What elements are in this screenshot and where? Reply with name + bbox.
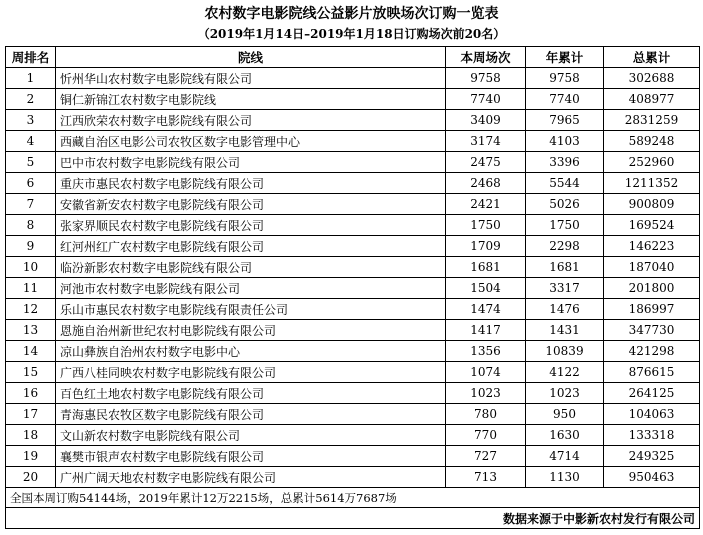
theater-cell: 河池市农村数字电影院线有限公司 [56,278,446,299]
theater-cell: 乐山市惠民农村数字电影院线有限责任公司 [56,299,446,320]
weekly-cell: 1474 [446,299,526,320]
table-row [6,362,700,383]
rank-cell: 20 [6,467,56,488]
yearly-cell: 7740 [526,89,604,110]
yearly-cell: 5544 [526,173,604,194]
table-row [6,425,700,446]
total-cell: 133318 [604,425,700,446]
total-cell: 408977 [604,89,700,110]
yearly-cell: 950 [526,404,604,425]
header-theater: 院线 [56,47,446,68]
total-cell: 876615 [604,362,700,383]
theater-cell: 襄樊市银声农村数字电影院线有限公司 [56,446,446,467]
weekly-cell: 2475 [446,152,526,173]
table-row [6,215,700,236]
theater-cell: 重庆市惠民农村数字电影院线有限公司 [56,173,446,194]
rank-cell: 15 [6,362,56,383]
page-title: 农村数字电影院线公益影片放映场次订购一览表 [204,6,499,22]
total-cell: 201800 [604,278,700,299]
rank-cell: 9 [6,236,56,257]
table-row [6,173,700,194]
table-row [6,68,700,89]
rank-cell: 4 [6,131,56,152]
theater-cell: 恩施自治州新世纪农村电影院线有限公司 [56,320,446,341]
weekly-cell: 7740 [446,89,526,110]
header-total: 总累计 [604,47,700,68]
total-cell: 950463 [604,467,700,488]
weekly-cell: 770 [446,425,526,446]
table-header-row [6,47,700,68]
table-row [6,131,700,152]
total-cell: 104063 [604,404,700,425]
table-body [6,68,700,488]
rank-cell: 18 [6,425,56,446]
yearly-cell: 3396 [526,152,604,173]
total-cell: 900809 [604,194,700,215]
total-cell: 264125 [604,383,700,404]
yearly-cell: 4103 [526,131,604,152]
header-rank: 周排名 [6,47,56,68]
theater-cell: 巴中市农村数字电影院线有限公司 [56,152,446,173]
weekly-cell: 2468 [446,173,526,194]
page-subtitle: （2019年1月14日–2019年1月18日订购场次前20名） [197,27,506,41]
theater-cell: 广州广阔天地农村数字电影院线有限公司 [56,467,446,488]
yearly-cell: 1476 [526,299,604,320]
theater-cell: 临汾新影农村数字电影院线有限公司 [56,257,446,278]
rank-cell: 3 [6,110,56,131]
table-row [6,194,700,215]
total-cell: 347730 [604,320,700,341]
total-cell: 589248 [604,131,700,152]
yearly-cell: 1023 [526,383,604,404]
summary-note: 全国本周订购54144场，2019年累计12万2215场，总累计5614万7687场 [6,488,700,508]
total-cell: 146223 [604,236,700,257]
weekly-cell: 713 [446,467,526,488]
theater-cell: 百色红土地农村数字电影院线有限公司 [56,383,446,404]
weekly-cell: 1504 [446,278,526,299]
total-cell: 421298 [604,341,700,362]
rank-cell: 19 [6,446,56,467]
table-row [6,446,700,467]
rank-cell: 11 [6,278,56,299]
weekly-cell: 1023 [446,383,526,404]
table-row [6,404,700,425]
theater-cell: 凉山彝族自治州农村数字电影中心 [56,341,446,362]
weekly-cell: 1417 [446,320,526,341]
total-cell: 187040 [604,257,700,278]
weekly-cell: 1356 [446,341,526,362]
yearly-cell: 1630 [526,425,604,446]
yearly-cell: 2298 [526,236,604,257]
yearly-cell: 3317 [526,278,604,299]
data-source: 数据来源于中影新农村发行有限公司 [6,508,700,529]
table-row [6,152,700,173]
yearly-cell: 4122 [526,362,604,383]
weekly-cell: 2421 [446,194,526,215]
header-weekly: 本周场次 [446,47,526,68]
total-cell: 249325 [604,446,700,467]
yearly-cell: 1431 [526,320,604,341]
total-cell: 302688 [604,68,700,89]
yearly-cell: 1681 [526,257,604,278]
rank-cell: 10 [6,257,56,278]
rank-cell: 14 [6,341,56,362]
table-row [6,341,700,362]
weekly-cell: 3174 [446,131,526,152]
theater-cell: 忻州华山农村数字电影院线有限公司 [56,68,446,89]
table-row [6,299,700,320]
yearly-cell: 10839 [526,341,604,362]
header-yearly: 年累计 [526,47,604,68]
weekly-cell: 727 [446,446,526,467]
table-row [6,257,700,278]
theater-cell: 西藏自治区电影公司农牧区数字电影管理中心 [56,131,446,152]
yearly-cell: 9758 [526,68,604,89]
total-cell: 252960 [604,152,700,173]
rank-cell: 13 [6,320,56,341]
total-cell: 2831259 [604,110,700,131]
weekly-cell: 780 [446,404,526,425]
weekly-cell: 1709 [446,236,526,257]
yearly-cell: 1750 [526,215,604,236]
rank-cell: 7 [6,194,56,215]
yearly-cell: 7965 [526,110,604,131]
rank-cell: 12 [6,299,56,320]
theater-cell: 江西欣荣农村数字电影院线有限公司 [56,110,446,131]
table-row [6,383,700,404]
rank-cell: 1 [6,68,56,89]
theater-cell: 文山新农村数字电影院线有限公司 [56,425,446,446]
weekly-cell: 3409 [446,110,526,131]
table-row [6,278,700,299]
table-row [6,110,700,131]
table-row [6,467,700,488]
summary-row [6,488,700,508]
weekly-cell: 1681 [446,257,526,278]
rank-cell: 8 [6,215,56,236]
theater-cell: 广西八桂同映农村数字电影院线有限公司 [56,362,446,383]
rank-cell: 2 [6,89,56,110]
rank-cell: 5 [6,152,56,173]
source-row [6,508,700,529]
table-row [6,320,700,341]
ranking-table [5,46,700,529]
weekly-cell: 9758 [446,68,526,89]
theater-cell: 铜仁新锦江农村数字电影院线 [56,89,446,110]
total-cell: 186997 [604,299,700,320]
yearly-cell: 1130 [526,467,604,488]
total-cell: 169524 [604,215,700,236]
yearly-cell: 5026 [526,194,604,215]
table-row [6,236,700,257]
rank-cell: 16 [6,383,56,404]
table-row [6,89,700,110]
total-cell: 1211352 [604,173,700,194]
weekly-cell: 1074 [446,362,526,383]
theater-cell: 红河州红广农村数字电影院线有限公司 [56,236,446,257]
yearly-cell: 4714 [526,446,604,467]
theater-cell: 青海惠民农牧区数字电影院线有限公司 [56,404,446,425]
rank-cell: 6 [6,173,56,194]
theater-cell: 安徽省新安农村数字电影院线有限公司 [56,194,446,215]
weekly-cell: 1750 [446,215,526,236]
theater-cell: 张家界顺民农村数字电影院线有限公司 [56,215,446,236]
rank-cell: 17 [6,404,56,425]
